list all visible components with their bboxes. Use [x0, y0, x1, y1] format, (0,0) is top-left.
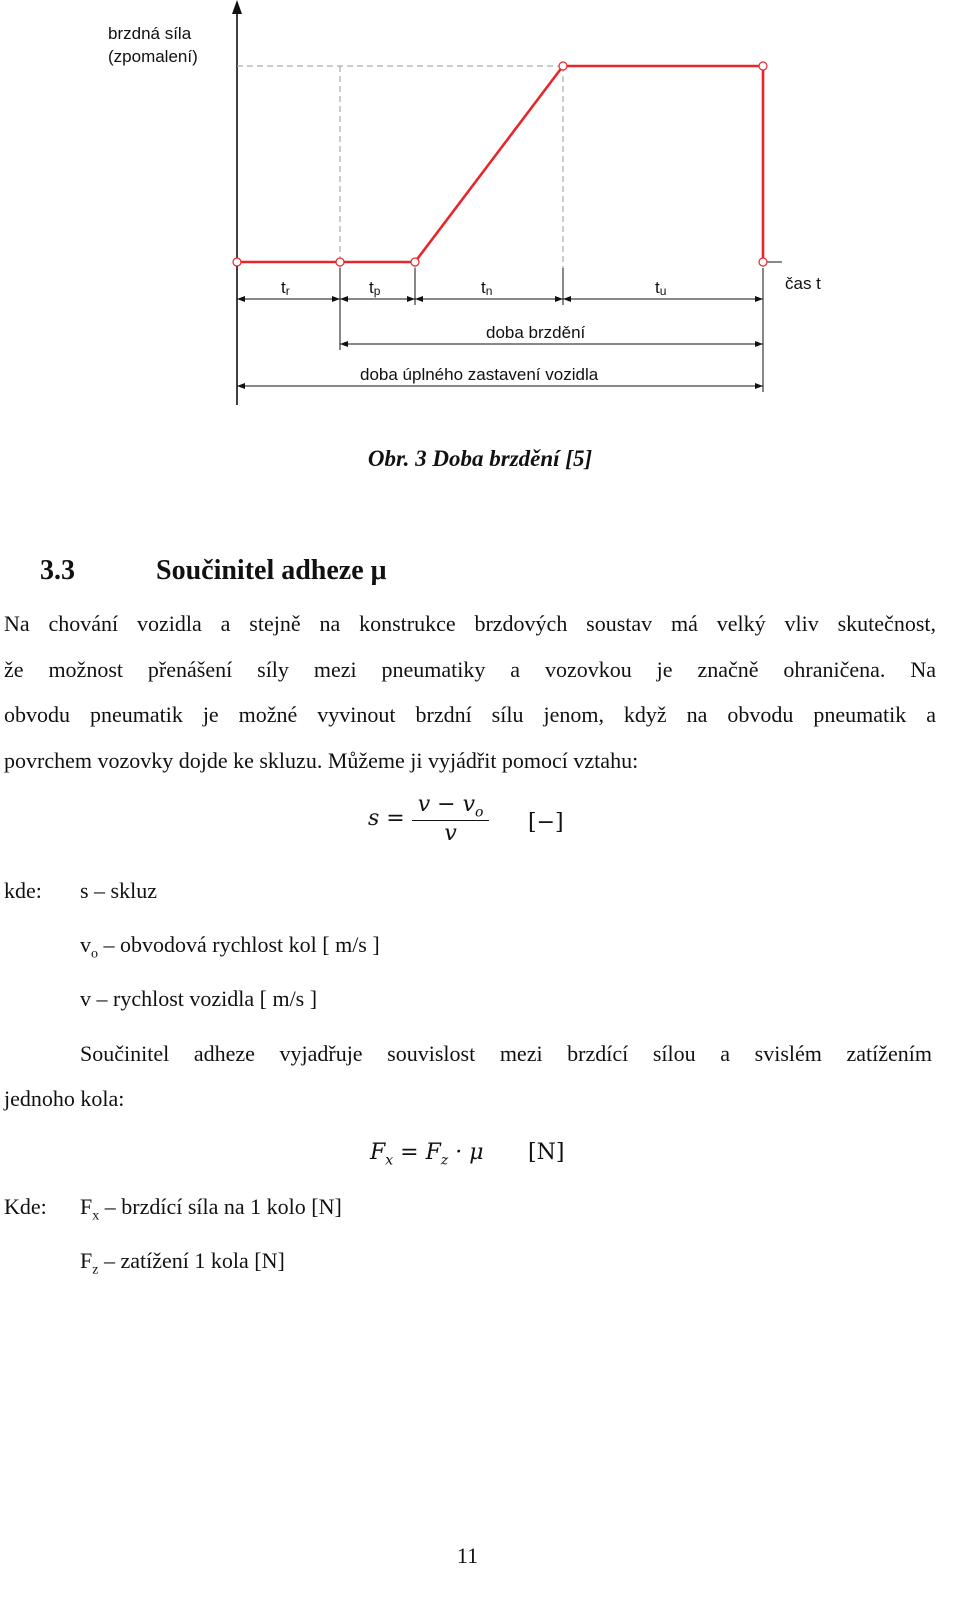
curve-point — [336, 258, 344, 266]
page-number: 11 — [456, 1543, 479, 1568]
tick-label-tu: tu — [655, 278, 667, 298]
figure-caption: Obr. 3 Doba brzdění [5] — [367, 446, 593, 471]
where-label: kde: — [4, 878, 42, 903]
y-axis-arrow-icon — [232, 0, 242, 14]
tick-label-tr: tr — [281, 278, 290, 298]
formula-lhs: s = — [368, 806, 405, 832]
paragraph-line: Na chování vozidla a stejně na konstrukce brzdových soustav má velký vliv skutečnost, — [4, 611, 936, 636]
tick-label-tn: tn — [481, 278, 493, 298]
paragraph-line: Součinitel adheze vyjadřuje souvislost mezi brzdící sílou a svislém zatížením — [80, 1041, 932, 1066]
curve-point — [559, 62, 567, 70]
span-label-full-stop: doba úplného zastavení vozidla — [360, 365, 599, 384]
def-braking-force: $F_x$ – brzdící síla na 1 kolo [N] — [80, 1194, 342, 1224]
formula-numerator: $v - v_o$ — [412, 792, 490, 821]
span-label-braking: doba brzdění — [486, 323, 586, 342]
paragraph-2-cont — [4, 1076, 936, 1122]
braking-time-diagram — [0, 0, 960, 420]
tick-label-tp: tp — [369, 278, 381, 298]
section-heading — [40, 555, 387, 587]
def-slip: s – skluz — [80, 878, 157, 903]
paragraph-1 — [4, 601, 936, 783]
curve-point — [759, 62, 767, 70]
def-vehicle-speed: v – rychlost vozidla [ m/s ] — [80, 986, 318, 1011]
paragraph-line: že možnost přenášení síly mezi pneumatiky a vozovkou je značně ohraničena. Na — [4, 656, 936, 682]
formula-denominator: v — [444, 821, 457, 847]
y-axis-label-line1: brzdná síla — [108, 24, 192, 43]
x-axis-label: čas t — [785, 274, 821, 293]
adhesion-formula-unit: [N] — [528, 1140, 565, 1165]
slip-formula-unit: [−] — [528, 810, 564, 835]
curve-point — [759, 258, 767, 266]
formula-fraction — [412, 792, 490, 846]
def-circumferential-speed: $v_o$ – obvodová rychlost kol [ m/s ] — [80, 932, 380, 962]
paragraph-2 — [80, 1031, 932, 1077]
y-axis-label-line2: (zpomalení) — [108, 47, 198, 66]
paragraph-line: jednoho kola: — [4, 1086, 125, 1111]
braking-force-curve — [237, 66, 763, 262]
paragraph-line: povrchem vozovky dojde ke skluzu. Můžeme ji vyjádřit pomocí vztahu: — [4, 747, 639, 773]
def-wheel-load: $F_z$ – zatížení 1 kola [N] — [80, 1248, 285, 1278]
section-title: Součinitel adheze μ — [156, 555, 387, 586]
slip-formula — [368, 792, 489, 846]
paragraph-line: obvodu pneumatik je možné vyvinout brzdní sílu jenom, když na obvodu pneumatik a — [4, 702, 936, 727]
section-number: 3.3 — [40, 555, 75, 586]
curve-point — [233, 258, 241, 266]
curve-point — [411, 258, 419, 266]
where-label-2: Kde: — [4, 1194, 47, 1219]
adhesion-formula: $F_x = F_z \cdot \mu$ — [370, 1140, 484, 1169]
